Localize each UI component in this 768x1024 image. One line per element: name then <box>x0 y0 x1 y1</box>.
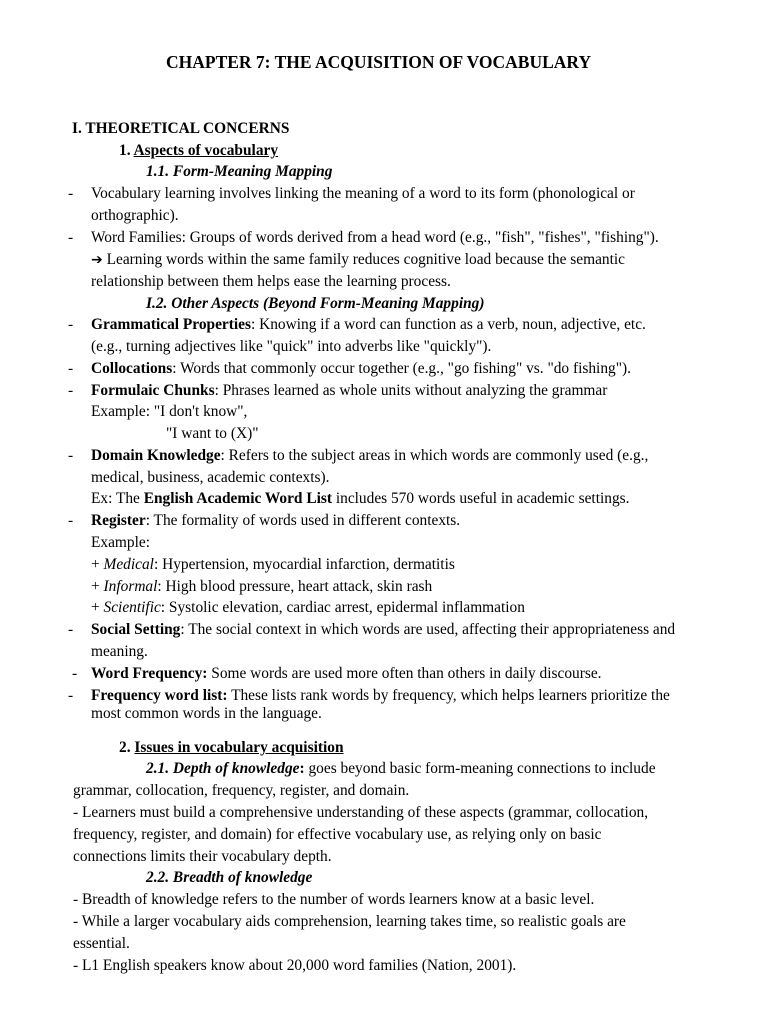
register-item-scientific: + Scientific: Systolic elevation, cardiac arrest, epidermal inflammation <box>91 599 525 616</box>
bullet-dash: - <box>68 512 74 529</box>
list-item-register <box>91 512 460 530</box>
term: Grammatical Properties <box>91 316 251 333</box>
subsection-number: 2. <box>119 739 131 756</box>
paragraph-line: orthographic). <box>91 207 179 224</box>
paragraph-line: Vocabulary learning involves linking the meaning of a word to its form (phonological or <box>91 185 635 202</box>
paragraph-line: - Learners must build a comprehensive understanding of these aspects (grammar, collocation, <box>73 804 649 821</box>
paragraph-line: - Breadth of knowledge refers to the number of words learners know at a basic level. <box>73 891 595 908</box>
bullet-dash: - <box>72 665 78 682</box>
definition: : The formality of words used in different contexts. <box>145 512 461 529</box>
term: Collocations <box>91 360 173 377</box>
bullet-dash: - <box>68 360 74 377</box>
paragraph-line: essential. <box>73 935 130 952</box>
term: Register <box>91 512 146 529</box>
subheading-1-1: 1.1. Form-Meaning Mapping <box>146 163 333 180</box>
paragraph-line: grammar, collocation, frequency, register, and domain. <box>73 782 410 799</box>
paragraph-line: relationship between them helps ease the learning process. <box>91 273 451 290</box>
register-text: : High blood pressure, heart attack, skin rash <box>157 578 433 595</box>
register-text: : Systolic elevation, cardiac arrest, epidermal inflammation <box>160 599 525 616</box>
subheading-2-1 <box>146 760 656 778</box>
subheading-title: 2.1. Depth of knowledge <box>146 760 300 777</box>
definition: : Knowing if a word can function as a verb, noun, adjective, etc. <box>250 316 646 333</box>
term: Formulaic Chunks <box>91 382 215 399</box>
paragraph-line: Word Families: Groups of words derived from a head word (e.g., "fish", "fishes", "fishing"). <box>91 229 659 246</box>
definition: : The social context in which words are used, affecting their appropriateness and <box>180 621 676 638</box>
paragraph-line: connections limits their vocabulary depth. <box>73 848 332 865</box>
paragraph-line: - L1 English speakers know about 20,000 word families (Nation, 2001). <box>73 957 517 974</box>
example-line <box>91 490 630 508</box>
ex-prefix: Ex: The <box>91 490 144 507</box>
definition: : Phrases learned as whole units without analyzing the grammar <box>214 382 608 399</box>
bullet-dash: - <box>68 447 74 464</box>
bullet-dash: - <box>68 185 74 202</box>
subheading-1-2: I.2. Other Aspects (Beyond Form-Meaning Mapping) <box>146 295 485 312</box>
term: Social Setting <box>91 621 181 638</box>
paragraph-line <box>91 251 625 269</box>
paragraph-line: meaning. <box>91 643 148 660</box>
subsection-title: Aspects of vocabulary <box>133 142 279 159</box>
list-item-frequency <box>91 665 602 683</box>
paragraph-line: - While a larger vocabulary aids comprehension, learning takes time, so realistic goals are <box>73 913 626 930</box>
bullet-dash: - <box>68 621 74 638</box>
list-item-domain <box>91 447 648 465</box>
example-line: "I want to (X)" <box>166 425 259 442</box>
list-item-social <box>91 621 675 639</box>
subheading-2-2: 2.2. Breadth of knowledge <box>146 869 313 886</box>
bullet-dash: - <box>68 316 74 333</box>
list-item-freqlist <box>91 687 670 705</box>
subheading-colon: : <box>299 760 305 777</box>
bullet-dash: - <box>68 229 74 246</box>
subheading-text: goes beyond basic form-meaning connections to include <box>304 760 656 777</box>
arrow-text: Learning words within the same family reduces cognitive load because the semantic <box>106 251 625 268</box>
subsection-number: 1. <box>119 142 131 159</box>
subsection-title: Issues in vocabulary acquisition <box>134 739 344 756</box>
example-label: Example: <box>91 534 150 551</box>
arrow-right-icon: ➔ <box>91 252 103 268</box>
subsection-1-heading <box>119 142 278 160</box>
paragraph-line: frequency, register, and domain) for effective vocabulary use, as relying only on basic <box>73 826 602 843</box>
list-item-grammatical <box>91 316 646 334</box>
bullet-dash: - <box>68 687 74 704</box>
section-heading: I. THEORETICAL CONCERNS <box>72 120 290 137</box>
chapter-title: CHAPTER 7: THE ACQUISITION OF VOCABULARY <box>166 52 592 72</box>
ex-bold: English Academic Word List <box>143 490 332 507</box>
term: Word Frequency: <box>91 665 208 682</box>
term: Frequency word list: <box>91 687 228 704</box>
term: Domain Knowledge <box>91 447 221 464</box>
register-item-informal: + Informal: High blood pressure, heart attack, skin rash <box>91 578 433 595</box>
list-item-collocations <box>91 360 631 378</box>
register-label: Scientific <box>103 599 161 616</box>
definition: Some words are used more often than others in daily discourse. <box>207 665 602 682</box>
definition: : Refers to the subject areas in which words are commonly used (e.g., <box>220 447 649 464</box>
paragraph-line: most common words in the language. <box>91 705 322 722</box>
list-item-formulaic <box>91 382 607 400</box>
paragraph-line: (e.g., turning adjectives like "quick" into adverbs like "quickly"). <box>91 338 492 355</box>
register-label: Informal <box>103 578 158 595</box>
register-label: Medical <box>103 556 154 573</box>
definition: These lists rank words by frequency, which helps learners prioritize the <box>227 687 670 704</box>
register-text: : Hypertension, myocardial infarction, dermatitis <box>153 556 455 573</box>
subsection-2-heading <box>119 739 344 757</box>
paragraph-line: medical, business, academic contexts). <box>91 469 330 486</box>
definition: : Words that commonly occur together (e.g., "go fishing" vs. "do fishing"). <box>172 360 631 377</box>
register-item-medical: + Medical: Hypertension, myocardial infarction, dermatitis <box>91 556 455 573</box>
bullet-dash: - <box>68 382 74 399</box>
ex-suffix: includes 570 words useful in academic settings. <box>332 490 630 507</box>
example-line: Example: "I don't know", <box>91 403 248 420</box>
